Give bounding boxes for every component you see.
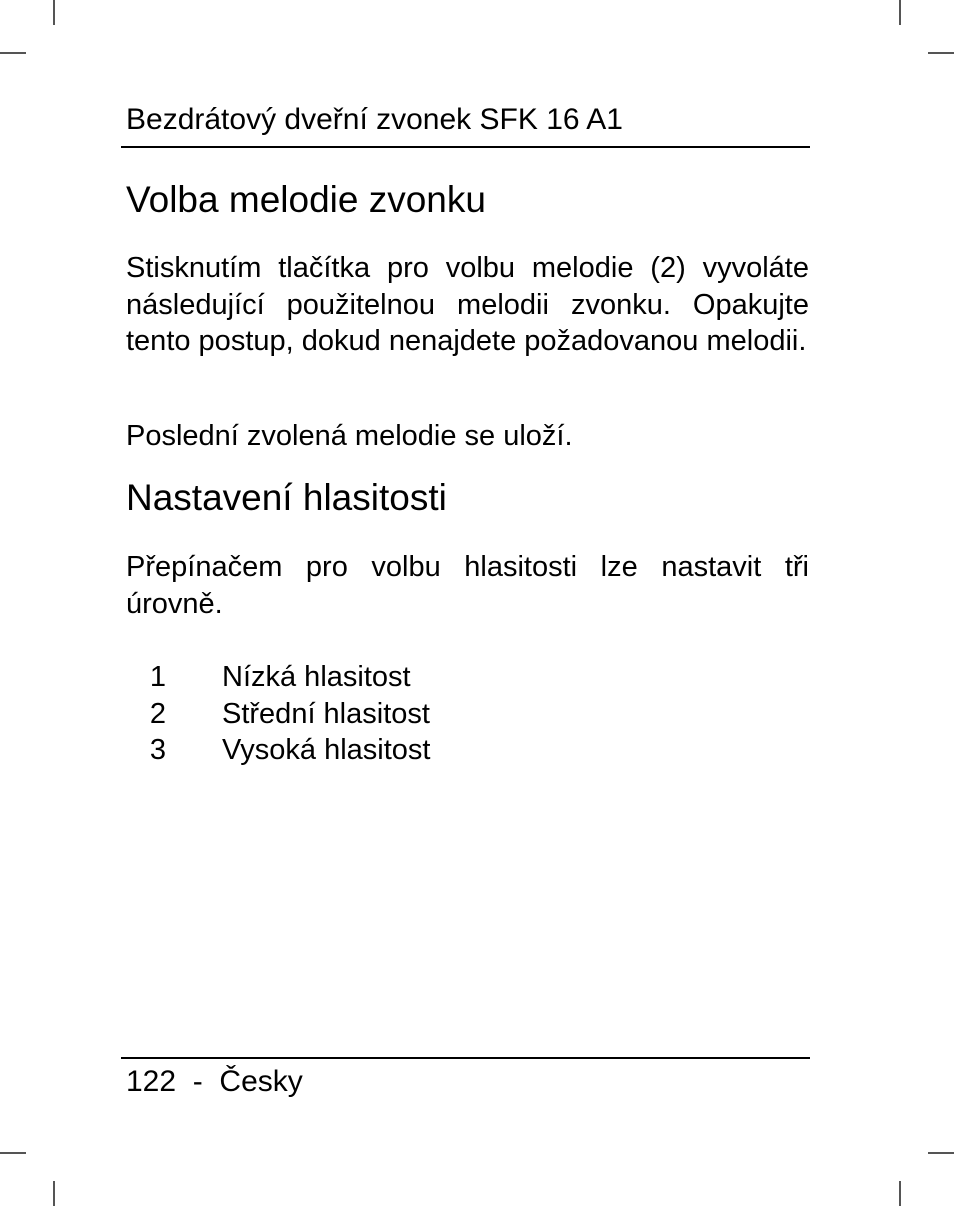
header-rule	[121, 146, 810, 148]
page-footer	[126, 1062, 303, 1102]
footer-rule	[121, 1057, 810, 1059]
list-item	[126, 659, 726, 696]
crop-mark-right-bottom	[928, 1152, 954, 1154]
crop-mark-right-top	[928, 52, 954, 54]
list-item-number: 1	[149, 661, 166, 693]
footer-language: Česky	[219, 1065, 303, 1098]
paragraph-melody-saved: Poslední zvolená melodie se uloží.	[126, 420, 573, 452]
list-item	[126, 696, 726, 733]
section-heading-melody: Volba melodie zvonku	[126, 179, 486, 220]
volume-level-list	[126, 659, 726, 769]
list-item	[126, 732, 726, 769]
crop-mark-top-right	[899, 0, 901, 25]
crop-mark-bottom-right	[899, 1181, 901, 1206]
section-heading-volume: Nastavení hlasitosti	[126, 477, 447, 518]
list-item-text: Střední hlasitost	[222, 697, 430, 730]
crop-mark-left-top	[0, 52, 26, 54]
crop-mark-left-bottom	[0, 1152, 26, 1154]
page-number: 122	[126, 1065, 177, 1098]
paragraph-melody-instructions: Stisknutím tlačítka pro volbu melodie (2) vyvoláte následující použitelnou melodii zvonku. Opakujte tento postup, dokud nenajdete požadovanou melodii.	[126, 252, 809, 358]
paragraph-volume-intro: Přepínačem pro volbu hlasitosti lze nastavit tři úrovně.	[126, 551, 809, 620]
footer-separator: -	[192, 1065, 203, 1098]
crop-mark-bottom-left	[53, 1181, 55, 1206]
crop-mark-top-left	[53, 0, 55, 25]
list-item-number: 2	[149, 697, 166, 730]
page-header: Bezdrátový dveřní zvonek SFK 16 A1	[126, 103, 623, 136]
list-item-number: 3	[149, 734, 166, 766]
list-item-text: Nízká hlasitost	[222, 661, 411, 693]
list-item-text: Vysoká hlasitost	[222, 734, 431, 766]
